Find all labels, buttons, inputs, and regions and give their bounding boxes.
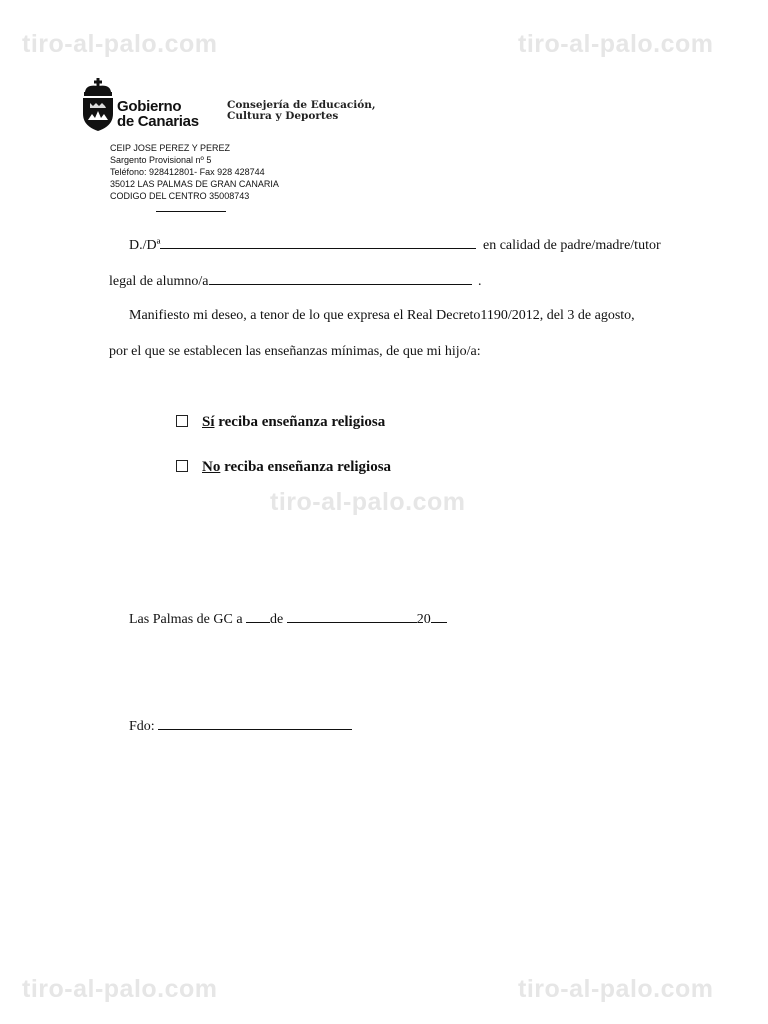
student-name-line (109, 272, 482, 290)
school-city: 35012 LAS PALMAS DE GRAN CANARIA (110, 179, 279, 189)
student-name-prefix: legal de alumno/a (109, 274, 209, 289)
declaration-line1: Manifiesto mi deseo, a tenor de lo que expresa el Real Decreto1190/2012, del 3 de agosto, (129, 308, 635, 323)
parent-name-field[interactable] (160, 236, 476, 249)
student-name-field[interactable] (209, 272, 472, 285)
parent-role-text: en calidad de padre/madre/tutor (482, 238, 661, 253)
checkbox-yes[interactable] (176, 415, 188, 427)
declaration-line2: por el que se establecen las enseñanzas mínimas, de que mi hijo/a: (109, 344, 481, 359)
option-yes[interactable] (176, 414, 385, 431)
watermark-bottom-left: tiro-al-palo.com (22, 975, 218, 1003)
watermark-top-left: tiro-al-palo.com (22, 30, 218, 58)
school-address: Sargento Provisional nº 5 (110, 155, 212, 165)
student-line-period: . (478, 274, 482, 289)
logo-title-line2: de Canarias (117, 113, 199, 130)
watermark-top-right: tiro-al-palo.com (518, 30, 714, 58)
date-de: de (270, 612, 287, 627)
checkbox-no[interactable] (176, 460, 188, 472)
option-yes-key: Sí (202, 414, 215, 430)
date-month-field[interactable] (287, 610, 417, 623)
watermark-center: tiro-al-palo.com (270, 488, 466, 516)
header-divider (156, 211, 226, 212)
date-year-field[interactable] (431, 610, 447, 623)
watermark-bottom-right: tiro-al-palo.com (518, 975, 714, 1003)
consejeria-line1: Consejería de Educación, (227, 99, 376, 111)
consejeria-line2: Cultura y Deportes (227, 110, 339, 122)
signature-line (129, 717, 352, 735)
date-year-prefix: 20 (416, 612, 431, 627)
school-phone: Teléfono: 928412801- Fax 928 428744 (110, 167, 265, 177)
date-line (129, 610, 447, 628)
school-code: CODIGO DEL CENTRO 35008743 (110, 191, 250, 201)
date-day-field[interactable] (246, 610, 270, 623)
school-name: CEIP JOSE PEREZ Y PEREZ (110, 143, 231, 153)
option-no[interactable] (176, 459, 391, 476)
option-yes-label: reciba enseñanza religiosa (214, 414, 386, 430)
gobierno-canarias-crest-icon (80, 78, 116, 132)
parent-name-prefix: D./Dª (129, 238, 161, 253)
signature-field[interactable] (158, 717, 352, 730)
date-prefix: Las Palmas de GC a (129, 612, 247, 627)
option-no-key: No (202, 459, 221, 475)
parent-name-line (129, 236, 661, 254)
option-no-label: reciba enseñanza religiosa (220, 459, 392, 475)
logo-title-line1: Gobierno (117, 98, 182, 115)
signature-label: Fdo: (129, 719, 155, 734)
